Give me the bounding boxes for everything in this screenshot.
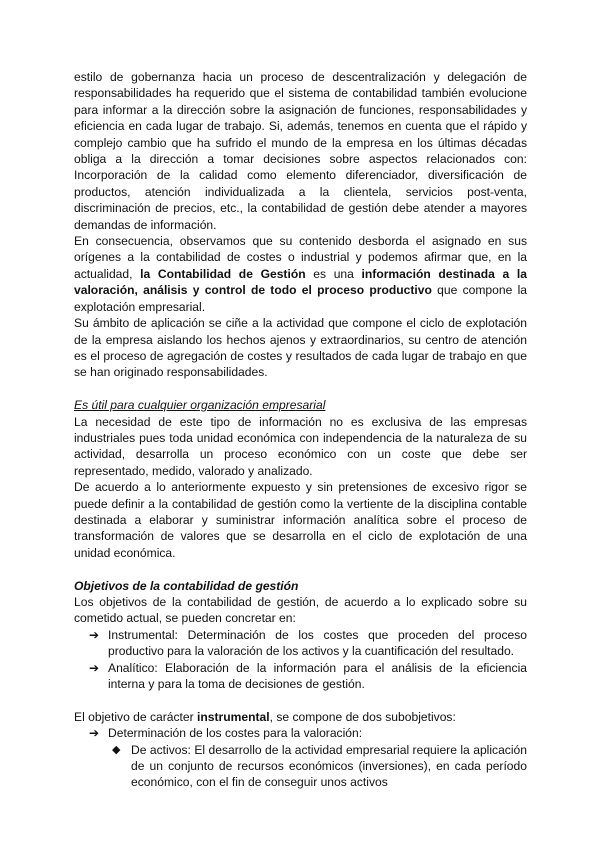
arrow-bullet-icon: ➔ <box>89 726 100 741</box>
section-heading-objectives: Objetivos de la contabilidad de gestión <box>74 578 299 593</box>
list-item-cost-determination <box>74 725 527 741</box>
text-run: es una <box>313 266 354 281</box>
list-item-text: Determinación de los costes para la valoración: <box>108 726 363 741</box>
paragraph-instrumental-objective <box>74 709 527 725</box>
arrow-bullet-icon: ➔ <box>89 660 100 675</box>
bold-term: la Contabilidad de Gestión <box>140 266 306 281</box>
spacer <box>74 692 527 708</box>
arrow-bullet-icon: ➔ <box>89 627 100 642</box>
bold-term: instrumental <box>197 709 270 724</box>
paragraph-scope: Su ámbito de aplicación se ciñe a la actividad que compone el ciclo de explotación de la empresa aislando los hechos ajenos y extraordinarios, su centro de atención es el proceso de agregación de costes y resultados de cada lugar de trabajo en que se han originado responsabilidades. <box>74 316 527 380</box>
spacer <box>74 561 527 577</box>
list-item-text: Instrumental: Determinación de los costes que proceden del proceso productivo para la valoración de los activos y la cuantificación del resultado. <box>108 627 527 659</box>
paragraph-need: La necesidad de este tipo de información no es exclusiva de las empresas industriales pues toda unidad económica con independencia de la naturaleza de su actividad, desarrolla un proceso económico con un coste que debe ser representado, medido, valorado y analizado. <box>74 414 527 478</box>
paragraph-governance: estilo de gobernanza hacia un proceso de descentralización y delegación de responsabilidades ha requerido que el sistema de contabilidad también evolucione para informar a la dirección sobre la asignación de funciones, responsabilidades y eficiencia en cada lugar de trabajo. Si, además, tenemos en cuenta que el rápido y complejo cambio que ha sufrido el mundo de la empresa en los últimas décadas obliga a la dirección a tomar decisiones sobre aspectos relacionados con: Incorporación de la calidad como elemento diferenciador, diversificación de productos, atención individualizada a la clientela, servicios post-venta, discriminación de precios, etc., la contabilidad de gestión debe atender a mayores demandas de información. <box>74 70 527 232</box>
paragraph-definition: De acuerdo a lo anteriormente expuesto y sin pretensiones de excesivo rigor se puede definir a la contabilidad de gestión como la vertiente de la disciplina contable destinada a elaborar y suministrar información analítica sobre el proceso de transformación de valores que se desarrolla en el ciclo de explotación de una unidad económica. <box>74 480 527 560</box>
paragraph-objectives-intro: Los objetivos de la contabilidad de gestión, de acuerdo a lo explicado sobre su cometido actual, se pueden concretar en: <box>74 594 527 626</box>
list-item-assets <box>74 742 527 791</box>
text-run: , se compone de dos subobjetivos: <box>269 709 456 724</box>
diamond-bullet-icon: ◆ <box>112 743 121 756</box>
text-run: El objetivo de carácter <box>74 709 194 724</box>
text-run: En consecuencia, observamos que su contenido desborda el asignado en sus orígenes a la contabilidad de costes o industrial y podemos afirmar que, en la actualidad, <box>74 234 527 281</box>
bold-definition: información destinada a la valoración, análisis y control de todo el proceso productivo <box>74 266 527 298</box>
text-run: que compone la explotación empresarial. <box>74 283 528 314</box>
section-heading-usefulness: Es útil para cualquier organización empresarial <box>74 398 326 413</box>
paragraph-consequence <box>74 233 527 315</box>
spacer <box>74 381 527 397</box>
list-item-instrumental <box>74 627 527 660</box>
document-page <box>74 69 527 791</box>
list-item-text: Analítico: Elaboración de la información para el análisis de la eficiencia interna y para la toma de decisiones de gestión. <box>108 660 527 691</box>
list-item-analytic <box>74 660 527 693</box>
list-item-text: De activos: El desarrollo de la actividad empresarial requiere la aplicación de un conjunto de recursos económicos (inversiones), en cada período económico, con el fin de conseguir unos activos <box>131 742 527 790</box>
